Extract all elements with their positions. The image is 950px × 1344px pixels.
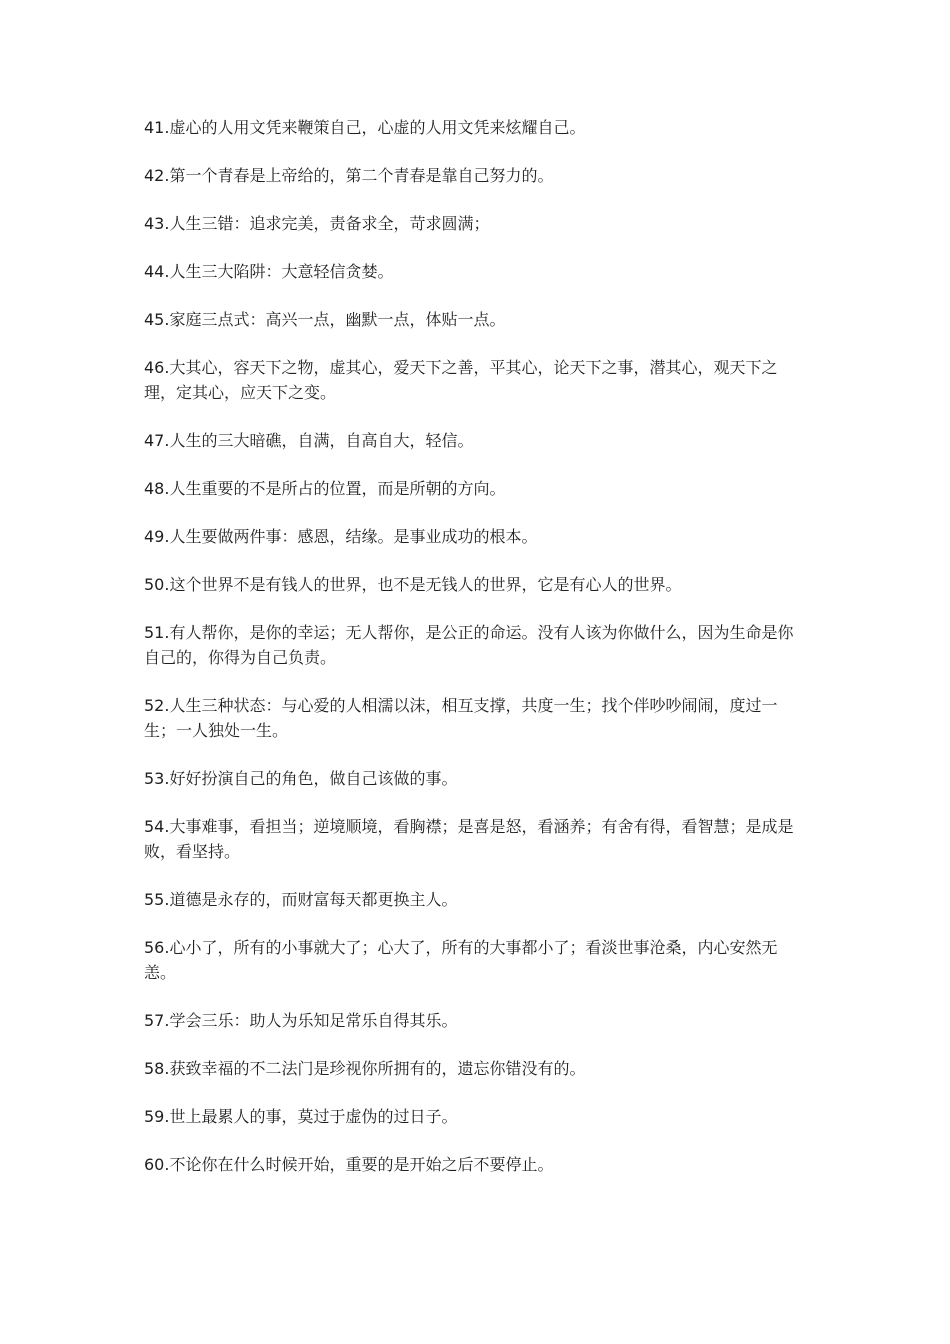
quote-paragraph: 43.人生三错：追求完美，责备求全，苛求圆满； bbox=[144, 214, 490, 233]
quote-paragraph: 41.虚心的人用文凭来鞭策自己，心虚的人用文凭来炫耀自己。 bbox=[144, 118, 586, 137]
quote-paragraph: 57.学会三乐：助人为乐知足常乐自得其乐。 bbox=[144, 1011, 458, 1030]
quote-paragraph: 52.人生三种状态：与心爱的人相濡以沫，相互支撑，共度一生；找个伴吵吵闹闹，度过一生；一人独处一生。 bbox=[144, 696, 778, 740]
quote-paragraph: 56.心小了，所有的小事就大了；心大了，所有的大事都小了；看淡世事沧桑，内心安然无恙。 bbox=[144, 938, 778, 982]
quote-paragraph: 50.这个世界不是有钱人的世界，也不是无钱人的世界，它是有心人的世界。 bbox=[144, 575, 682, 594]
document-body bbox=[144, 115, 808, 1200]
quote-paragraph: 60.不论你在什么时候开始，重要的是开始之后不要停止。 bbox=[144, 1155, 554, 1174]
quote-paragraph: 59.世上最累人的事，莫过于虚伪的过日子。 bbox=[144, 1107, 458, 1126]
quote-paragraph: 48.人生重要的不是所占的位置，而是所朝的方向。 bbox=[144, 479, 506, 498]
quote-paragraph: 54.大事难事，看担当；逆境顺境，看胸襟；是喜是怒，看涵养；有舍有得，看智慧；是成是败，看坚持。 bbox=[144, 817, 794, 861]
quote-paragraph: 58.获致幸福的不二法门是珍视你所拥有的，遗忘你错没有的。 bbox=[144, 1059, 586, 1078]
quote-paragraph: 49.人生要做两件事：感恩，结缘。是事业成功的根本。 bbox=[144, 527, 538, 546]
quote-paragraph: 44.人生三大陷阱：大意轻信贪婪。 bbox=[144, 262, 394, 281]
quote-paragraph: 42.第一个青春是上帝给的，第二个青春是靠自己努力的。 bbox=[144, 166, 554, 185]
quote-paragraph: 53.好好扮演自己的角色，做自己该做的事。 bbox=[144, 769, 458, 788]
quote-paragraph: 51.有人帮你，是你的幸运；无人帮你，是公正的命运。没有人该为你做什么，因为生命是你自己的，你得为自己负责。 bbox=[144, 623, 794, 667]
quote-paragraph: 47.人生的三大暗礁，自满，自高自大，轻信。 bbox=[144, 431, 474, 450]
quote-paragraph: 55.道德是永存的，而财富每天都更换主人。 bbox=[144, 890, 458, 909]
quote-paragraph: 46.大其心，容天下之物，虚其心，爱天下之善，平其心，论天下之事，潜其心，观天下之理，定其心，应天下之变。 bbox=[144, 358, 778, 402]
quote-paragraph: 45.家庭三点式：高兴一点，幽默一点，体贴一点。 bbox=[144, 310, 506, 329]
